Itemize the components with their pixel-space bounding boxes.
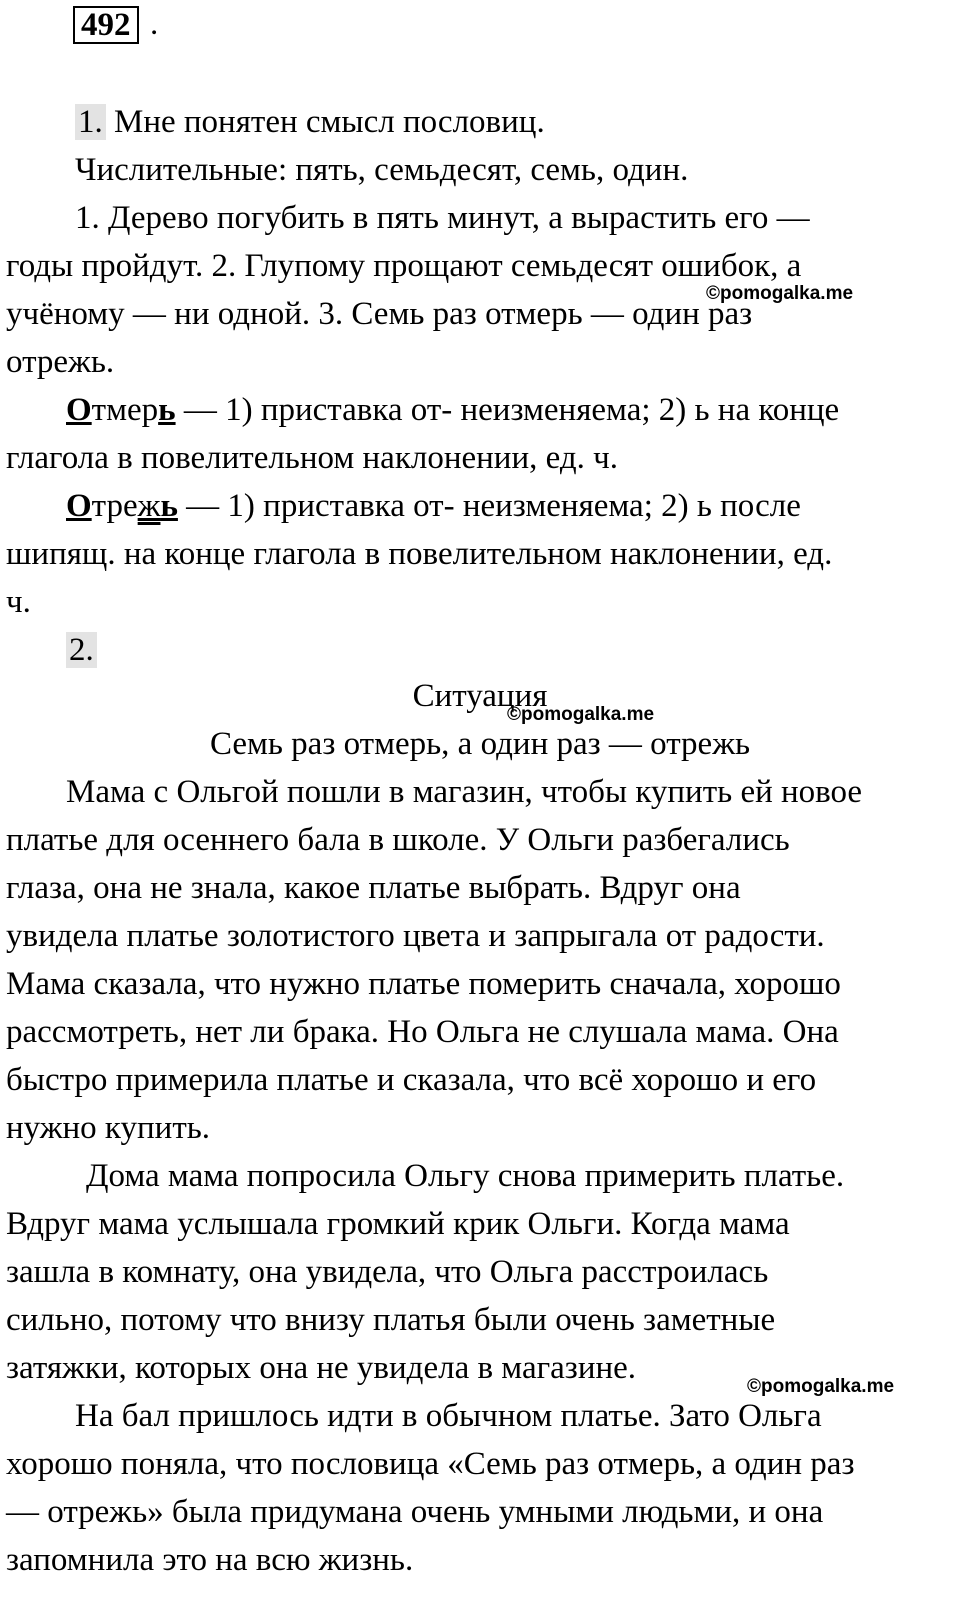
proverbs-line-1: 1. Дерево погубить в пять минут, а вырастить его — [75,200,810,236]
otrezh-prefix-letter: О [66,488,92,524]
para2-line-5: затяжки, которых она не увидела в магазине. [6,1350,637,1386]
otrezh-line-1 [66,482,960,530]
otrezh-soft-sign: ь [160,488,178,524]
otrezh-line-3: ч. [6,584,31,620]
para1-line-8: нужно купить. [6,1110,211,1146]
otrezh-sibilant: ж [137,488,161,524]
para3-line-1: На бал пришлось идти в обычном платье. Зато Ольга [75,1398,822,1434]
watermark-2: ©pomogalka.me [507,704,655,725]
para1-line-5: Мама сказала, что нужно платье померить сначала, хорошо [6,966,841,1002]
otrezh-explanation: — 1) приставка от- неизменяема; 2) ь после [177,488,801,524]
proverbs-line-2: годы пройдут. 2. Глупому прощают семьдесят ошибок, а [6,248,802,284]
para1-line-1: Мама с Ольгой пошли в магазин, чтобы купить ей новое [66,774,863,810]
otrezh-middle: тре [91,488,138,524]
part1-marker: 1. [75,104,106,140]
watermark-3: ©pomogalka.me [747,1376,895,1397]
story-title: Ситуация [412,678,548,714]
para3-line-4: запомнила это на всю жизнь. [6,1542,414,1578]
otmer-explanation: — 1) приставка от- неизменяема; 2) ь на конце [175,392,840,428]
proverbs-line-4: отрежь. [6,344,115,380]
para1-line-6: рассмотреть, нет ли брака. Но Ольга не слушала мама. Она [6,1014,839,1050]
para3-line-2: хорошо поняла, что пословица «Семь раз отмерь, а один раз [6,1446,855,1482]
part2-marker-line [66,626,960,674]
para2-line-2: Вдруг мама услышала громкий крик Ольги. Когда мама [6,1206,790,1242]
otmer-soft-sign: ь [158,392,176,428]
part2-marker: 2. [66,632,97,668]
otmer-prefix-letter: О [66,392,92,428]
para3-line-3: — отрежь» была придумана очень умными людьми, и она [6,1494,824,1530]
task-number-box: 492 [73,6,139,44]
otmer-line-2: глагола в повелительном наклонении, ед. ч. [6,440,618,476]
para2-line-1: Дома мама попросила Ольгу снова примерить платье. [86,1158,845,1194]
para1-line-3: глаза, она не знала, какое платье выбрать. Вдруг она [6,870,741,906]
para1-line-4: увидела платье золотистого цвета и запрыгала от радости. [6,918,825,954]
numerals-line: Числительные: пять, семьдесят, семь, один. [75,152,689,188]
watermark-1: ©pomogalka.me [706,283,854,304]
part1-lead-line [75,98,960,146]
story-subtitle: Семь раз отмерь, а один раз — отрежь [209,726,751,762]
para2-line-4: сильно, потому что внизу платья были очень заметные [6,1302,776,1338]
para2-line-3: зашла в комнату, она увидела, что Ольга расстроилась [6,1254,769,1290]
task-number-dot: . [150,6,159,42]
proverbs-line-3: учёному — ни одной. 3. Семь раз отмерь — один раз [6,296,753,332]
para1-line-7: быстро примерила платье и сказала, что всё хорошо и его [6,1062,817,1098]
para1-line-2: платье для осеннего бала в школе. У Ольги разбегались [6,822,790,858]
part1-lead: Мне понятен смысл пословиц. [105,104,545,140]
otmer-line-1 [66,386,960,434]
otrezh-line-2: шипящ. на конце глагола в повелительном наклонении, ед. [6,536,833,572]
otmer-middle: тмер [91,392,159,428]
